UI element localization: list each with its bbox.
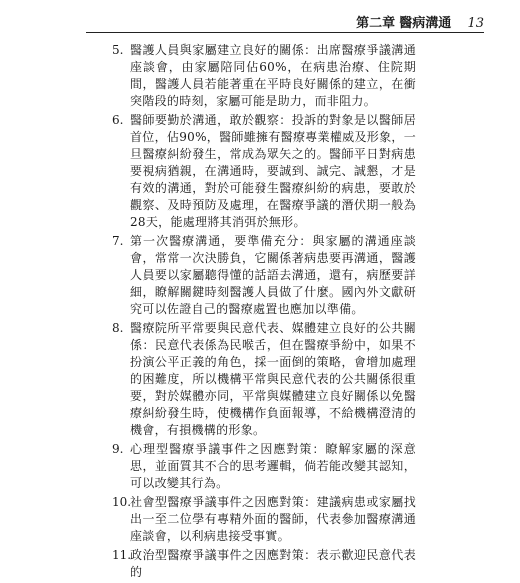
list-item-number: 5. [112, 43, 124, 57]
list-item [112, 494, 416, 545]
list-item [112, 547, 416, 581]
header-rule [86, 32, 484, 33]
list-item-number: 9. [112, 442, 124, 456]
list-item [112, 112, 416, 231]
list-item [112, 441, 416, 492]
list-item-text: 醫療院所平常要與民意代表、媒體建立良好的公共關係：民意代表係為民喉舌，但在醫療爭紛中，如果不扮演公平正義的角色，採一面倒的策略，會增加處理的困難度，所以機構平常與民意代表的公共關係很重要，對於媒體亦同，平常與媒體建立良好關係以免醫療糾紛發生時，使機構作負面報導，不給機構澄清的機會，有損機構的形象。 [130, 321, 416, 437]
page-number: 13 [467, 16, 484, 31]
list-item-number: 8. [112, 321, 124, 335]
numbered-list [112, 42, 416, 583]
list-item-text: 醫護人員與家屬建立良好的關係：出席醫療爭議溝通座談會，由家屬陪同佔60%，在病患治療、住院期間，醫護人員若能著重在平時良好關係的建立，在衝突階段的時刻，家屬可能是助力，而非阻力。 [130, 43, 416, 108]
list-item-number: 10. [112, 495, 132, 509]
list-item-text: 醫師要勤於溝通，敢於觀察：投訴的對象是以醫師居首位，佔90%，醫師雖擁有醫療專業權威及形象，一旦醫療糾紛發生，常成為眾矢之的。醫師平日對病患要視病猶親，在溝通時，要誠到、誠完、誠懇，才是有效的溝通，對於可能發生醫療糾紛的病患，要敢於觀察、及時預防及處理，在醫療爭議的潛伏期一般為28天，能處理將其消弭於無形。 [130, 113, 416, 229]
list-item-text: 心理型醫療爭議事件之因應對策：瞭解家屬的深意思，並面質其不合的思考邏輯，倘若能改變其認知，可以改變其行為。 [130, 442, 416, 490]
list-item-text: 第一次醫療溝通，要準備充分：與家屬的溝通座談會，常常一次決勝負，它關係著病患要再溝通，醫護人員要以家屬聽得懂的話語去溝通，還有，病歷要詳細，瞭解關鍵時刻醫護人員做了什麼。國內外文獻研究可以佐證自己的醫療處置也應加以準備。 [130, 234, 416, 316]
running-header [0, 12, 484, 31]
list-item-number: 7. [112, 234, 124, 248]
chapter-label: 第二章 [356, 16, 396, 31]
list-item-number: 6. [112, 113, 124, 127]
list-item [112, 42, 416, 110]
chapter-title: 醫病溝通 [399, 16, 452, 31]
list-item-text: 社會型醫療爭議事件之因應對策：建議病患或家屬找出一至二位學有專精外面的醫師，代表參加醫療溝通座談會，以利病患接受事實。 [130, 495, 416, 543]
list-item [112, 233, 416, 318]
list-item [112, 320, 416, 439]
list-item-text: 政治型醫療爭議事件之因應對策：表示歡迎民意代表的 [130, 548, 416, 579]
list-item-number: 11. [112, 548, 132, 562]
